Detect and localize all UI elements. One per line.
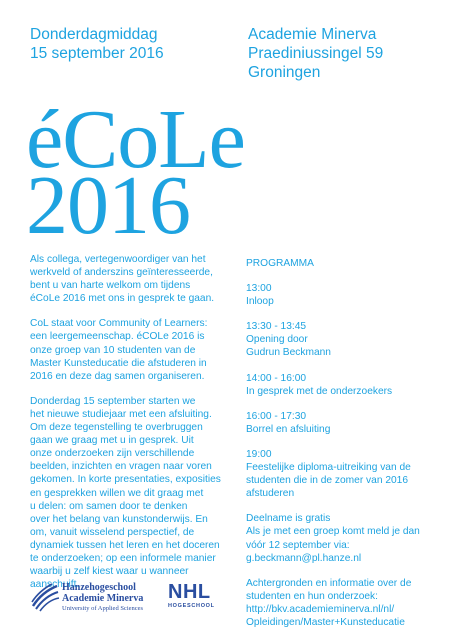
program-item bbox=[246, 372, 436, 398]
hanzehogeschool-logo bbox=[30, 580, 160, 616]
program-desc: Borrel en afsluiting bbox=[246, 423, 331, 435]
program-item bbox=[246, 282, 436, 308]
logo-text: NHL bbox=[168, 581, 211, 603]
event-year: 2016 bbox=[26, 159, 190, 252]
program-time: 14:00 - 16:00 bbox=[246, 372, 307, 384]
program-desc: In gesprek met de onderzoekers bbox=[246, 385, 393, 397]
intro-paragraph: Donderdag 15 september starten we het nieuwe studiejaar met een afsluiting. Om deze tegenstelling te overbruggen gaan we graag met u in gesprek. Uit onze onderzoeken zijn verschillende beelden, inzichten en vragen naar voren gekomen. In korte presentaties, exposities en gesprekken willen we dit graag met u delen: om samen door te denken over het belang van kunstonderwijs. En om, vanuit wisselend perspectief, de dynamiek tussen het leren en het doceren te onderzoeken; op een informele manier waarbij u zelf kiest waar u wanneer aanschuift. bbox=[30, 395, 221, 591]
event-title: éCoLe bbox=[26, 93, 245, 186]
program-time: 19:00 bbox=[246, 448, 272, 460]
program-desc: Feestelijke diploma-uitreiking van de studenten die in de zomer van 2016 afstuderen bbox=[246, 462, 411, 500]
intro-text bbox=[30, 253, 235, 603]
program-item bbox=[246, 448, 436, 500]
logo-text: Hanzehogeschool bbox=[62, 582, 136, 593]
background-info: Achtergronden en informatie over de studenten en hun onderzoek: http://bkv.academieminerva.nl/nl/ Opleidingen/Master+Kunsteducatie bbox=[246, 577, 412, 628]
program-desc: Opening door Gudrun Beckmann bbox=[246, 334, 331, 359]
program-item bbox=[246, 410, 436, 436]
hanze-emblem-icon bbox=[30, 582, 60, 612]
program-title: PROGRAMMA bbox=[246, 258, 314, 269]
intro-paragraph: CoL staat voor Community of Learners: een leergemeenschap. éCOLe 2016 is onze groep van 10 studenten van de Master Kunsteducatie die afstuderen in 2016 en deze dag samen organiseren. bbox=[30, 318, 208, 382]
logo-text: University of Applied Sciences bbox=[62, 605, 144, 612]
logo-text: HOGESCHOOL bbox=[168, 603, 215, 609]
signup-info: Deelname is gratis Als je met een groep komt meld je dan vóór 12 september via: g.beckmann@pl.hanze.nl bbox=[246, 513, 420, 564]
event-location-block bbox=[248, 25, 383, 82]
program-item bbox=[246, 320, 436, 359]
venue-street: Praediniussingel 59 bbox=[248, 45, 384, 62]
program-section bbox=[246, 257, 436, 641]
event-date-block bbox=[30, 25, 164, 63]
program-desc: Inloop bbox=[246, 296, 274, 308]
logo-text: Academie Minerva bbox=[62, 593, 144, 604]
event-date: 15 september 2016 bbox=[30, 45, 164, 62]
program-time: 13:00 bbox=[246, 283, 272, 295]
program-time: 16:00 - 17:30 bbox=[246, 410, 307, 422]
event-day: Donderdagmiddag bbox=[30, 26, 158, 43]
venue-name: Academie Minerva bbox=[248, 26, 377, 43]
program-time: 13:30 - 13:45 bbox=[246, 321, 307, 333]
venue-city: Groningen bbox=[248, 64, 321, 81]
nhl-logo bbox=[168, 582, 218, 616]
intro-paragraph: Als collega, vertegenwoordiger van het werkveld of anderszins geïnteresseerde, bent u van harte welkom om tijdens éCoLe 2016 met ons in gesprek te gaan. bbox=[30, 254, 215, 305]
